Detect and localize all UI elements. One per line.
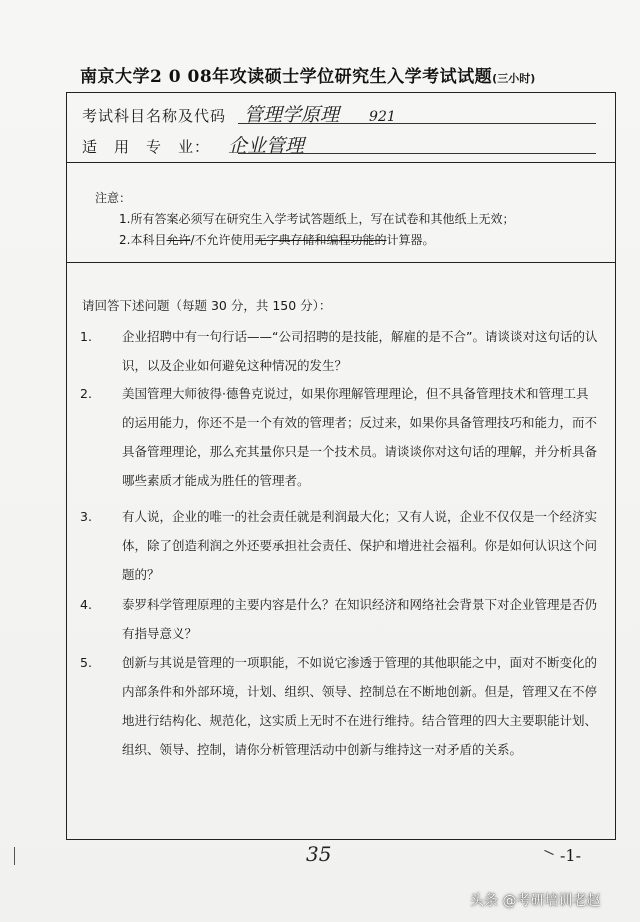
subject-name-label: 考试科目名称及代码 — [82, 107, 227, 125]
scan-edge-mark — [14, 847, 15, 865]
exam-duration: (三小时) — [492, 72, 536, 85]
question-text: 有人说，企业的唯一的社会责任就是利润最大化；又有人说，企业不仅仅是一个经济实体，除了创造利润之外还要承担社会责任、保护和增进社会福利。你是如何认识这个问题的？ — [122, 509, 598, 582]
note-2-part-a: 2.本科目 — [119, 233, 167, 247]
note-item-2 — [119, 230, 514, 251]
exam-title — [80, 62, 640, 94]
question-4 — [80, 590, 600, 650]
title-suffix: 年攻读硕士学位研究生入学考试试题 — [212, 67, 493, 87]
question-number: 5. — [80, 655, 92, 670]
question-number: 2. — [80, 386, 92, 401]
instructions: 请回答下述问题（每题 30 分，共 150 分）： — [82, 298, 332, 313]
note-item-1: 1.所有答案必须写在研究生入学考试答题纸上，写在试卷和其他纸上无效； — [119, 212, 515, 226]
question-number: 3. — [80, 509, 92, 524]
question-number: 4. — [80, 597, 92, 612]
notes-heading: 注意： — [95, 191, 132, 205]
notes-section — [95, 188, 514, 251]
header-divider — [66, 162, 616, 163]
page-number: -1- — [560, 846, 581, 865]
question-text: 美国管理大师彼得·德鲁克说过，如果你理解管理理论，但不具备管理技术和管理工具的运用能力，你还不是一个有效的管理者；反过来，如果你具备管理技巧和能力，而不具备管理理论，那么充其量你只是一个技术员。请谈谈你对这句话的理解，并分析具备哪些素质才能成为胜任的管理者。 — [122, 386, 598, 488]
major-underline — [238, 153, 596, 154]
question-text: 泰罗科学管理原理的主要内容是什么？在知识经济和网络社会背景下对企业管理是否仍有指导意义？ — [122, 597, 598, 641]
question-1 — [80, 322, 600, 382]
title-prefix: 南京大学 — [80, 67, 150, 87]
major-value: 企业管理 — [228, 135, 305, 157]
question-5 — [80, 648, 600, 798]
note-2-part-b: /不允许使用 — [190, 233, 255, 247]
subject-code-value: 921 — [369, 109, 396, 125]
major-row — [82, 131, 304, 159]
watermark: 头条 @考研培训老赵 — [470, 893, 601, 909]
subject-name-value: 管理学原理 — [244, 104, 340, 126]
notes-divider — [66, 262, 616, 263]
note-2-part-c: 计算器。 — [386, 233, 435, 247]
note-2-struck-spec: 无字典存储和编程功能的 — [254, 233, 387, 247]
year-handwritten: 2 0 0 — [150, 67, 200, 87]
note-2-struck-allowed: 允许 — [166, 233, 191, 247]
question-3 — [80, 502, 600, 592]
pen-mark — [544, 850, 553, 855]
year-last-digit: 8 — [199, 67, 213, 87]
question-text: 创新与其说是管理的一项职能，不如说它渗透于管理的其他职能之中，面对不断变化的内部条件和外部环境，计划、组织、领导、控制总在不断地创新。但是，管理又在不停地进行结构化、规范化，这实质上无时不在进行维持。结合管理的四大主要职能计划、组织、领导、控制，请你分析管理活动中创新与维持这一对矛盾的关系。 — [122, 655, 598, 757]
handwritten-page-number: 35 — [306, 842, 332, 866]
question-2 — [80, 379, 600, 499]
question-text: 企业招聘中有一句行话——“公司招聘的是技能，解雇的是不合”。请谈谈对这句话的认识，以及企业如何避免这种情况的发生？ — [122, 329, 598, 373]
question-number: 1. — [80, 329, 92, 344]
subject-name-underline — [238, 123, 596, 124]
major-label: 适 用 专 业： — [82, 138, 211, 156]
